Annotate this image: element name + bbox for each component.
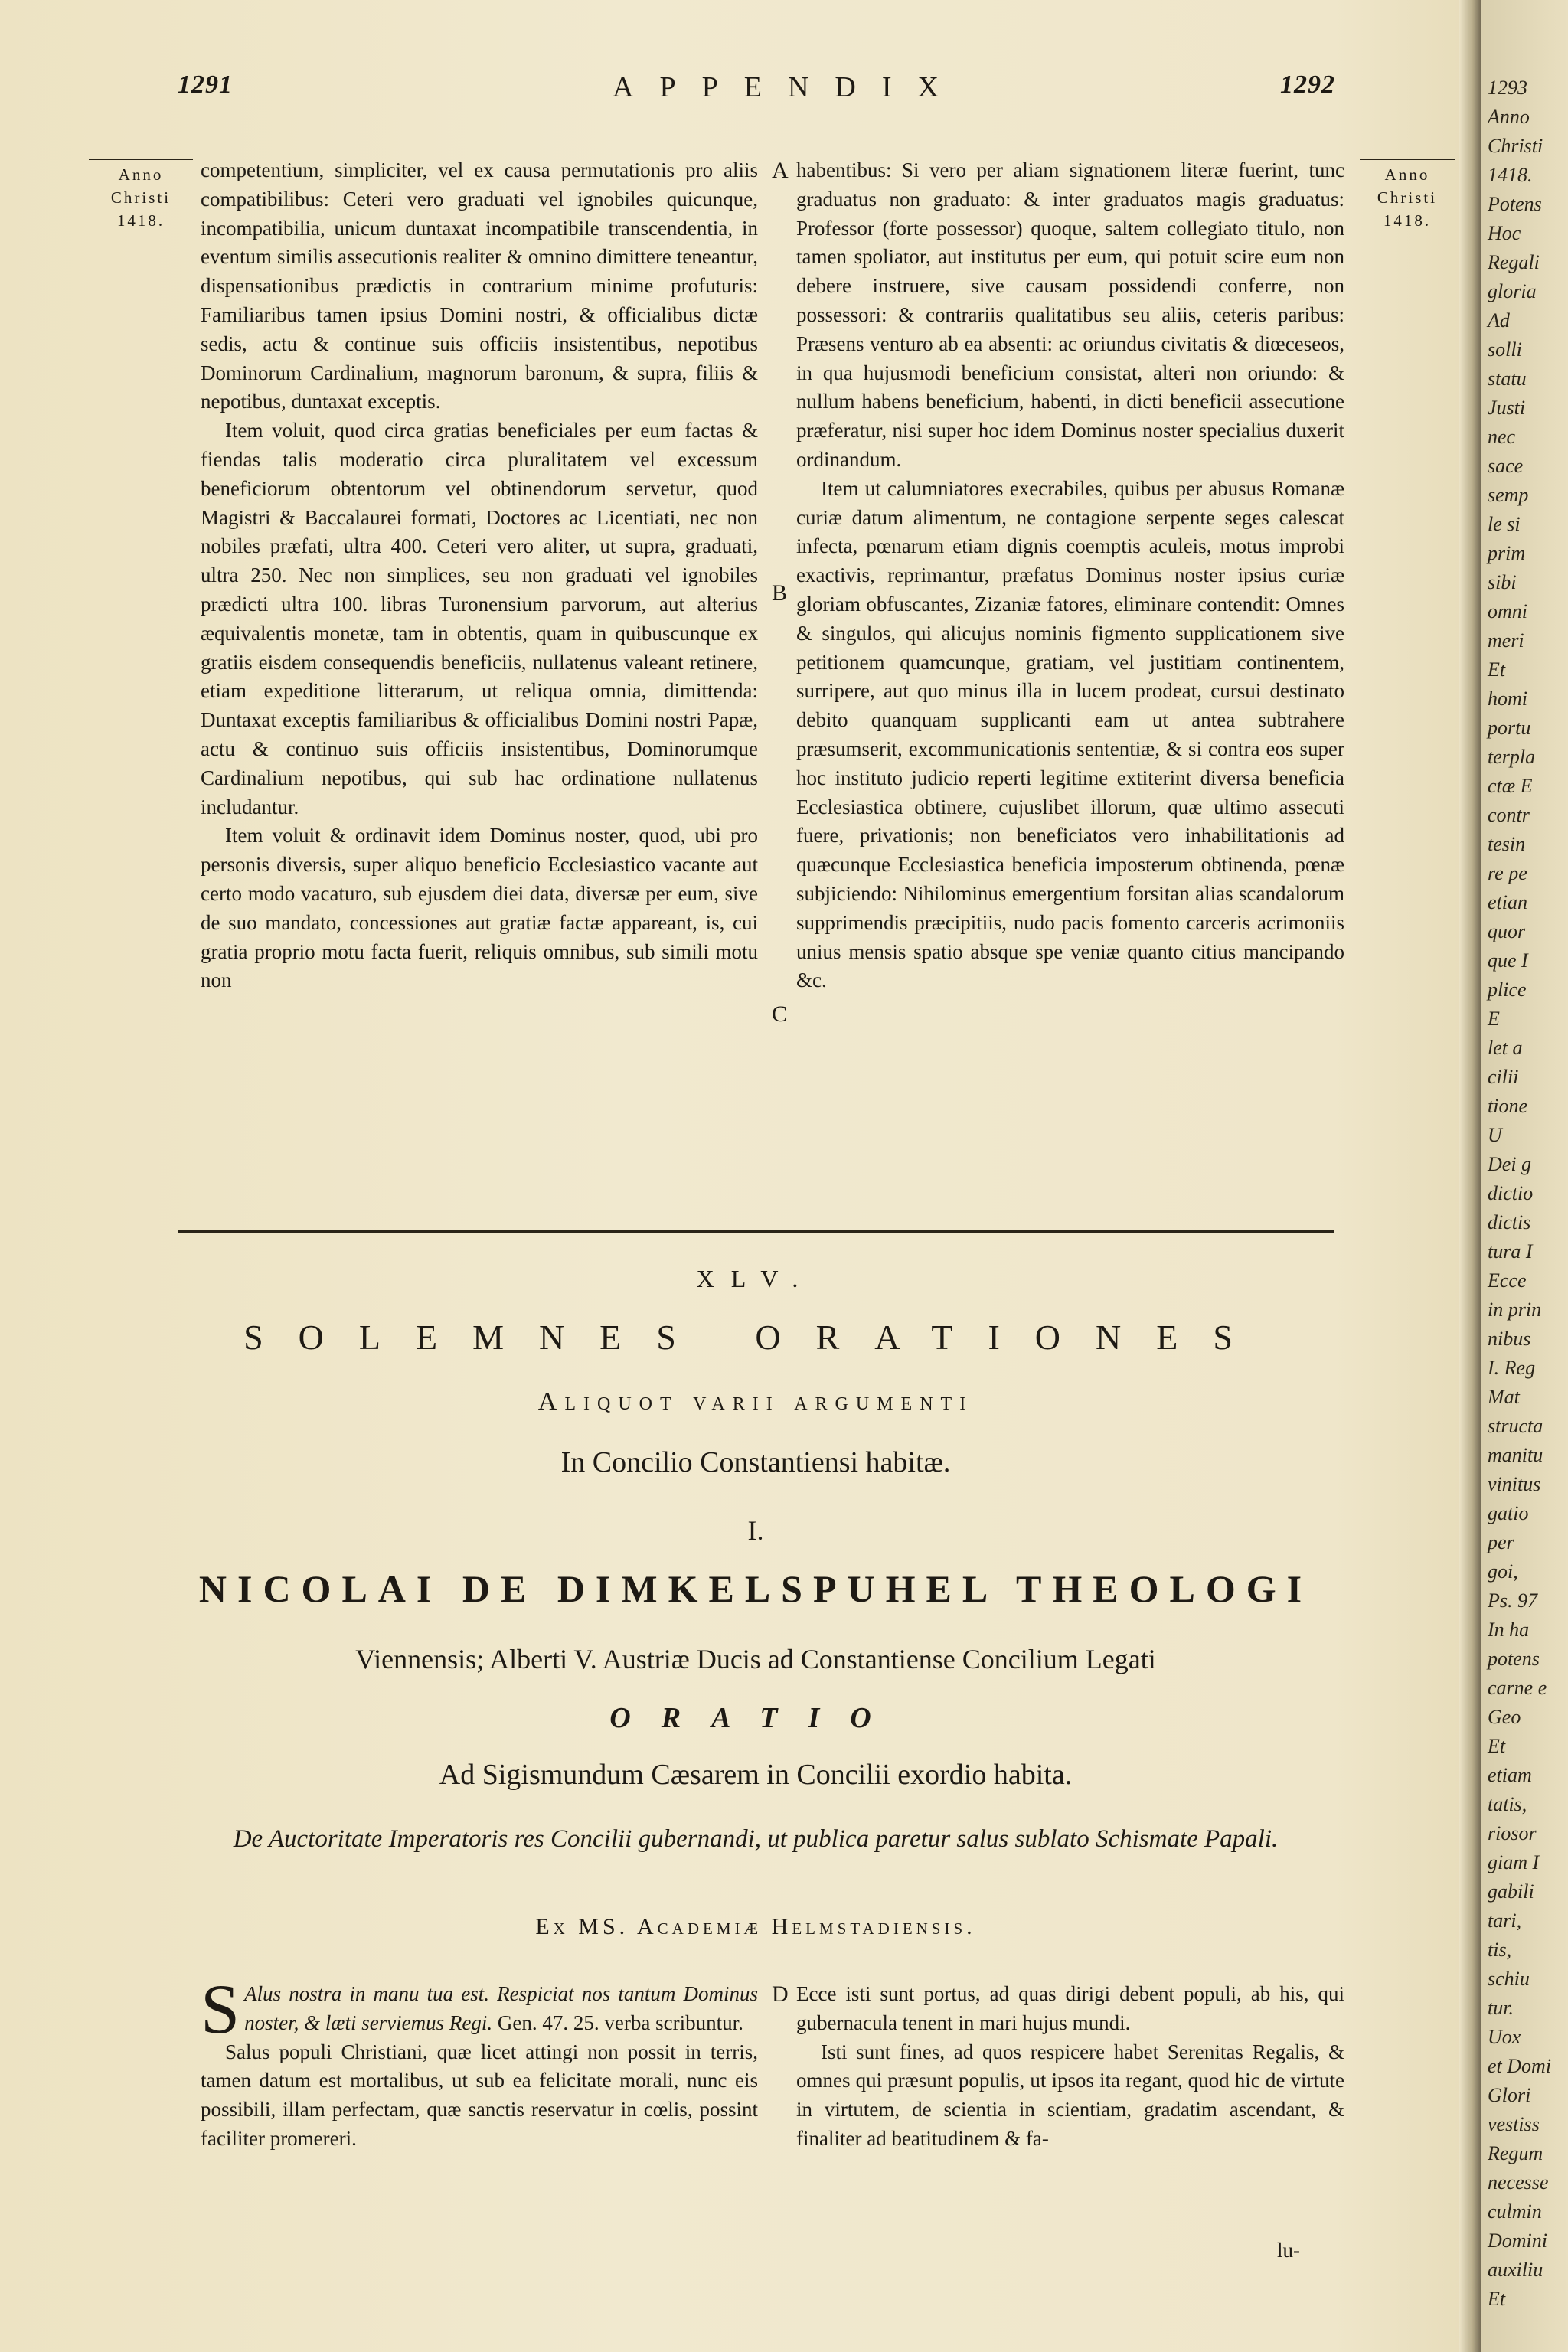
adjacent-page-fragment: In ha	[1488, 1619, 1530, 1641]
adjacent-page-fragment: solli	[1488, 338, 1522, 361]
section-letter-c: C	[772, 1001, 788, 1027]
margin-note-year-label: Anno	[1360, 158, 1455, 186]
adjacent-page-fragment: sace	[1488, 455, 1524, 477]
adjacent-page-fragment: let a	[1488, 1037, 1523, 1059]
adjacent-page-fragment: prim	[1488, 542, 1526, 564]
adjacent-page-fragment: semp	[1488, 484, 1529, 506]
adjacent-page-fragment: U	[1488, 1124, 1502, 1146]
adjacent-page-fragment: goi,	[1488, 1560, 1518, 1583]
section-title: SOLEMNES ORATIONES	[243, 1318, 1268, 1357]
adjacent-page-fragment: statu	[1488, 368, 1527, 390]
section-letter-b: B	[772, 580, 788, 606]
section-letter-a: A	[772, 158, 789, 183]
adjacent-page-fragment: tesin	[1488, 833, 1526, 855]
adjacent-page-fragment: vinitus	[1488, 1473, 1541, 1495]
adjacent-page-strip	[1481, 0, 1568, 2352]
adjacent-page-fragment: Hoc	[1488, 222, 1521, 244]
oration-right-column	[796, 1980, 1344, 2154]
paragraph: Ecce isti sunt portus, ad quas dirigi debent populi, ab his, qui gubernacula tenent in mari hujus mundi.	[796, 1982, 1344, 2034]
adjacent-page-fragment: tari,	[1488, 1909, 1522, 1932]
section-divider	[178, 1230, 1334, 1233]
section-number: XLV.	[696, 1265, 815, 1292]
paragraph: Item voluit, quod circa gratias beneficiales per eum factas & fiendas talis moderatio circa pluralitatem vel excessum beneficiorum obtentorum vel obtinendorum servetur, quod Magistri & Baccalaurei formati, Doctores ac Licentiati, nec non nobiles præfati, ultra 400. Ceteri vero aliter, ut supra, graduati, ultra 250. Nec non simplices, seu non graduati vel ignobiles prædicti ultra 100. libras Turonensium parvorum, aut alterius æquivalentis monetæ, tam in obtentis, quam in quibuscunque ex gratiis eisdem consequendis beneficiis, nullatenus valeant retinere, etiam expeditione litterarum, ut reliqua omnia, dimittenda: Duntaxat exceptis familiaribus & officialibus Domini nostri Papæ, actu & continuo suis officiis insistentibus, Dominorumque Cardinalium nepotibus, qui sub hac ordinatione nullatenus includantur.	[201, 419, 758, 818]
adjacent-page-fragment: nibus	[1488, 1328, 1531, 1350]
adjacent-page-fragment: tione	[1488, 1095, 1527, 1117]
adjacent-page-fragment: I. Reg	[1488, 1357, 1536, 1379]
paragraph: Isti sunt fines, ad quos respicere habet Serenitas Regalis, & omnes qui præsunt populis, ut ipsos ita regant, quod hic de virtute in virtutem, de scientia in scientiam, gradatim ascendant, & finaliter ad beatitudinem & fa-	[796, 2040, 1344, 2150]
folio-left: 1291	[178, 70, 233, 99]
adjacent-page-fragment: 1418.	[1488, 164, 1533, 186]
oration-left-column	[201, 1970, 758, 2154]
adjacent-page-fragment: Ecce	[1488, 1269, 1527, 1292]
adjacent-page-fragment: Anno	[1488, 106, 1530, 128]
section-subtitle-2: In Concilio Constantiensi habitæ.	[560, 1446, 951, 1478]
adjacent-page-fragment: Dei g	[1488, 1153, 1532, 1175]
margin-note-era: Christi	[110, 188, 172, 207]
margin-note-year-label: Anno	[89, 158, 193, 186]
adjacent-page-fragment: gatio	[1488, 1502, 1529, 1524]
running-title: APPENDIX	[612, 71, 965, 103]
oration-argument: De Auctoritate Imperatoris res Concilii gubernandi, ut publica paretur salus sublato Schismate Papali.	[233, 1825, 1279, 1853]
adjacent-page-fragment: que I	[1488, 949, 1528, 972]
adjacent-page-fragment: Christi	[1488, 135, 1544, 157]
adjacent-page-fragment: Domini	[1488, 2230, 1547, 2252]
adjacent-page-fragment: Geo	[1488, 1706, 1521, 1728]
adjacent-page-fragment: carne e	[1488, 1677, 1547, 1699]
adjacent-page-fragment: auxiliu	[1488, 2259, 1544, 2281]
adjacent-page-fragment: meri	[1488, 629, 1524, 652]
adjacent-page-fragment: dictis	[1488, 1211, 1531, 1233]
adjacent-page-fragment: culmin	[1488, 2200, 1542, 2223]
adjacent-page-fragment: necesse	[1488, 2171, 1549, 2194]
adjacent-page-fragment: sibi	[1488, 571, 1517, 593]
adjacent-page-fragment: Et	[1488, 2288, 1506, 2310]
adjacent-page-fragment: homi	[1488, 688, 1527, 710]
epigraph-text: Alus nostra in manu tua est. Respiciat nos tantum Dominus noster, & læti serviemus Regi.	[244, 1982, 758, 2034]
adjacent-page-fragment: in prin	[1488, 1298, 1542, 1321]
adjacent-page-fragment: dictio	[1488, 1182, 1534, 1204]
adjacent-page-fragment: etian	[1488, 891, 1527, 913]
section-letter-d: D	[772, 1981, 789, 2007]
book-gutter	[1459, 0, 1481, 2352]
adjacent-page-fragment: Et	[1488, 658, 1506, 681]
adjacent-page-fragment: tura I	[1488, 1240, 1533, 1263]
paragraph: Item voluit & ordinavit idem Dominus noster, quod, ubi pro personis diversis, super aliquo beneficio Ecclesiastico vacante aut certo modo vacaturo, sub ejusdem diei data, diversæ per eum, sive de suo mandato, concessiones aut gratiæ factæ appareant, is, cui gratia proprio motu facta fuerit, reliquis omnibus, sub simili motu non	[201, 824, 758, 992]
margin-note-year: 1418.	[116, 211, 165, 230]
adjacent-page-fragment: quor	[1488, 920, 1526, 942]
oration-heading: ORATIO	[609, 1702, 902, 1734]
adjacent-page-fragment: structa	[1488, 1415, 1544, 1437]
paragraph: competentium, simpliciter, vel ex causa permutationis pro aliis compatibilibus: Ceteri vero graduati vel ignobiles quicunque, incompatibilia, unicum duntaxat incompatibile transcendentia, in eventum similis assecutionis realiter & omnino dimittere teneantur, dispensationibus prædictis in contrarium minime profuturis: Familiaribus tamen ipsius Domini nostri, & officialibus dictæ sedis, actu & continue suis officiis insistentibus, nepotibus Dominorum Cardinalium, magnorum baronum, & supra, filiis & nepotibus, duntaxat exceptis.	[201, 158, 758, 413]
adjacent-page-fragment: tis,	[1488, 1939, 1512, 1961]
margin-note-year: 1418.	[1383, 211, 1432, 230]
adjacent-page-fragment: plice	[1488, 978, 1527, 1001]
adjacent-page-fragment: vestiss	[1488, 2113, 1540, 2135]
adjacent-page-fragment: le si	[1488, 513, 1521, 535]
adjacent-page-fragment: 1293	[1488, 77, 1527, 99]
adjacent-page-fragment: cilii	[1488, 1066, 1519, 1088]
adjacent-page-fragment: Potens	[1488, 193, 1542, 215]
adjacent-page-fragment: schiu	[1488, 1968, 1530, 1990]
adjacent-page-fragment: E	[1488, 1008, 1500, 1030]
adjacent-page-fragment: gloria	[1488, 280, 1537, 302]
catchword: lu-	[1277, 2239, 1300, 2262]
left-column	[201, 156, 758, 995]
adjacent-page-fragment: Justi	[1488, 397, 1526, 419]
manuscript-source: Ex MS. Academiæ Helmstadiensis.	[535, 1914, 976, 1939]
adjacent-page-fragment: Mat	[1488, 1386, 1520, 1408]
margin-note-era: Christi	[1377, 188, 1438, 207]
section-subtitle: Aliquot varii argumenti	[537, 1387, 974, 1416]
adjacent-page-fragment: portu	[1488, 717, 1531, 739]
adjacent-page-fragment: Glori	[1488, 2084, 1531, 2106]
author-name: NICOLAI DE DIMKELSPUHEL THEOLOGI	[198, 1567, 1313, 1610]
adjacent-page-fragment: tatis,	[1488, 1793, 1527, 1815]
adjacent-page-fragment: giam I	[1488, 1851, 1540, 1873]
adjacent-page-fragment: re pe	[1488, 862, 1527, 884]
folio-right: 1292	[1280, 70, 1335, 99]
epigraph	[201, 1970, 758, 2048]
oration-description: Ad Sigismundum Cæsarem in Concilii exordio habita.	[439, 1759, 1073, 1791]
author-description: Viennensis; Alberti V. Austriæ Ducis ad Constantiense Concilium Legati	[355, 1644, 1156, 1674]
adjacent-page-fragment: Ps. 97	[1488, 1589, 1537, 1612]
paragraph: habentibus: Si vero per aliam signationem literæ fuerint, tunc graduatus non graduato: & inter graduatos magis graduatus: Professor (forte possessor) quoque, saltem collegiato titulo, non tamen spoliator, aut institutus per eum, qui potuit scire eum non debere instruere, sive causam possidendi conferre, non possessori: & contrariis qualitatibus seu aliis, ceteris paribus: Præsens venturo ab ea absenti: ac oriundus civitatis & diœceseos, in qua hujusmodi beneficium consistat, alteri non oriundo: & nullum habens beneficium, habenti, in dicti beneficii assecutione præferatur, nisi super hoc idem Dominus noster specialius duxerit ordinandum.	[796, 158, 1344, 471]
margin-note-right	[1360, 158, 1455, 232]
drop-cap: S	[201, 1970, 240, 2048]
adjacent-page-fragment: potens	[1488, 1648, 1540, 1670]
adjacent-page-fragment: Ad	[1488, 309, 1510, 332]
adjacent-page-fragment: omni	[1488, 600, 1527, 622]
adjacent-page-fragment: Et	[1488, 1735, 1506, 1757]
adjacent-page-fragment: per	[1488, 1531, 1514, 1553]
adjacent-page-fragment: gabili	[1488, 1880, 1534, 1903]
margin-note-left	[89, 158, 193, 232]
adjacent-page-fragment: tur.	[1488, 1997, 1514, 2019]
adjacent-page-fragment: contr	[1488, 804, 1530, 826]
adjacent-page-fragment: manitu	[1488, 1444, 1544, 1466]
epigraph-reference: Gen. 47. 25. verba scribuntur.	[497, 2011, 743, 2034]
adjacent-page-fragment: Regum	[1488, 2142, 1544, 2164]
right-column	[796, 156, 1344, 995]
adjacent-page-fragment: etiam	[1488, 1764, 1532, 1786]
adjacent-page-fragment: Regali	[1488, 251, 1540, 273]
adjacent-page-fragment: et Domi	[1488, 2055, 1552, 2077]
adjacent-page-fragment: Uox	[1488, 2026, 1521, 2048]
paragraph: Item ut calumniatores execrabiles, quibus per abusus Romanæ curiæ datum alimentum, ne contagione serpente seges calescat infecta, pœnarum etiam dignis coemptis aculeis, motus improbi exactivis, reprimantur, præfatus Dominus noster ipsius curiæ gloriam obfuscantes, Zizaniæ fatores, eliminare contendit: Omnes & singulos, qui alicujus nominis figmento supplicationem sive petitionem quamcunque, gratiam, vel justitiam continentem, surripere, aut quo minus illa in lucem prodeat, cursui destinato debito quanquam supplicanti eam ut antea subtrahere præsumserit, excommunicationis sententiæ, & si contra eos super hoc instituto judicio reperti legitime extiterint diversa beneficia Ecclesiastica obtinere, cujuslibet illorum, quæ ultimo assecuti fuere, privationis; non beneficiatos vero inhabilitationis ad quæcunque Ecclesiastica beneficia imposterum obtinenda, pœnæ subjiciendo: Nihilominus emergentium forsitan alias scandalorum supprimendis præcipitiis, nudo pacis fomento carceris acrimoniis unius mensis spatio absque spe veniæ quanto citius mancipando &c.	[796, 476, 1344, 992]
adjacent-page-fragment: terpla	[1488, 746, 1536, 768]
adjacent-page-fragment: nec	[1488, 426, 1516, 448]
adjacent-page-fragment: ctæ E	[1488, 775, 1533, 797]
oration-number: I.	[747, 1515, 764, 1546]
adjacent-page-fragment: riosor	[1488, 1822, 1537, 1844]
paragraph: Salus populi Christiani, quæ licet attingi non possit in terris, tamen datum est mortalibus, ut sub ea felicitate morali, nunc eis possibili, illam perfectam, quæ sanctis reservatur in cœlis, possint faciliter promereri.	[201, 2040, 758, 2150]
